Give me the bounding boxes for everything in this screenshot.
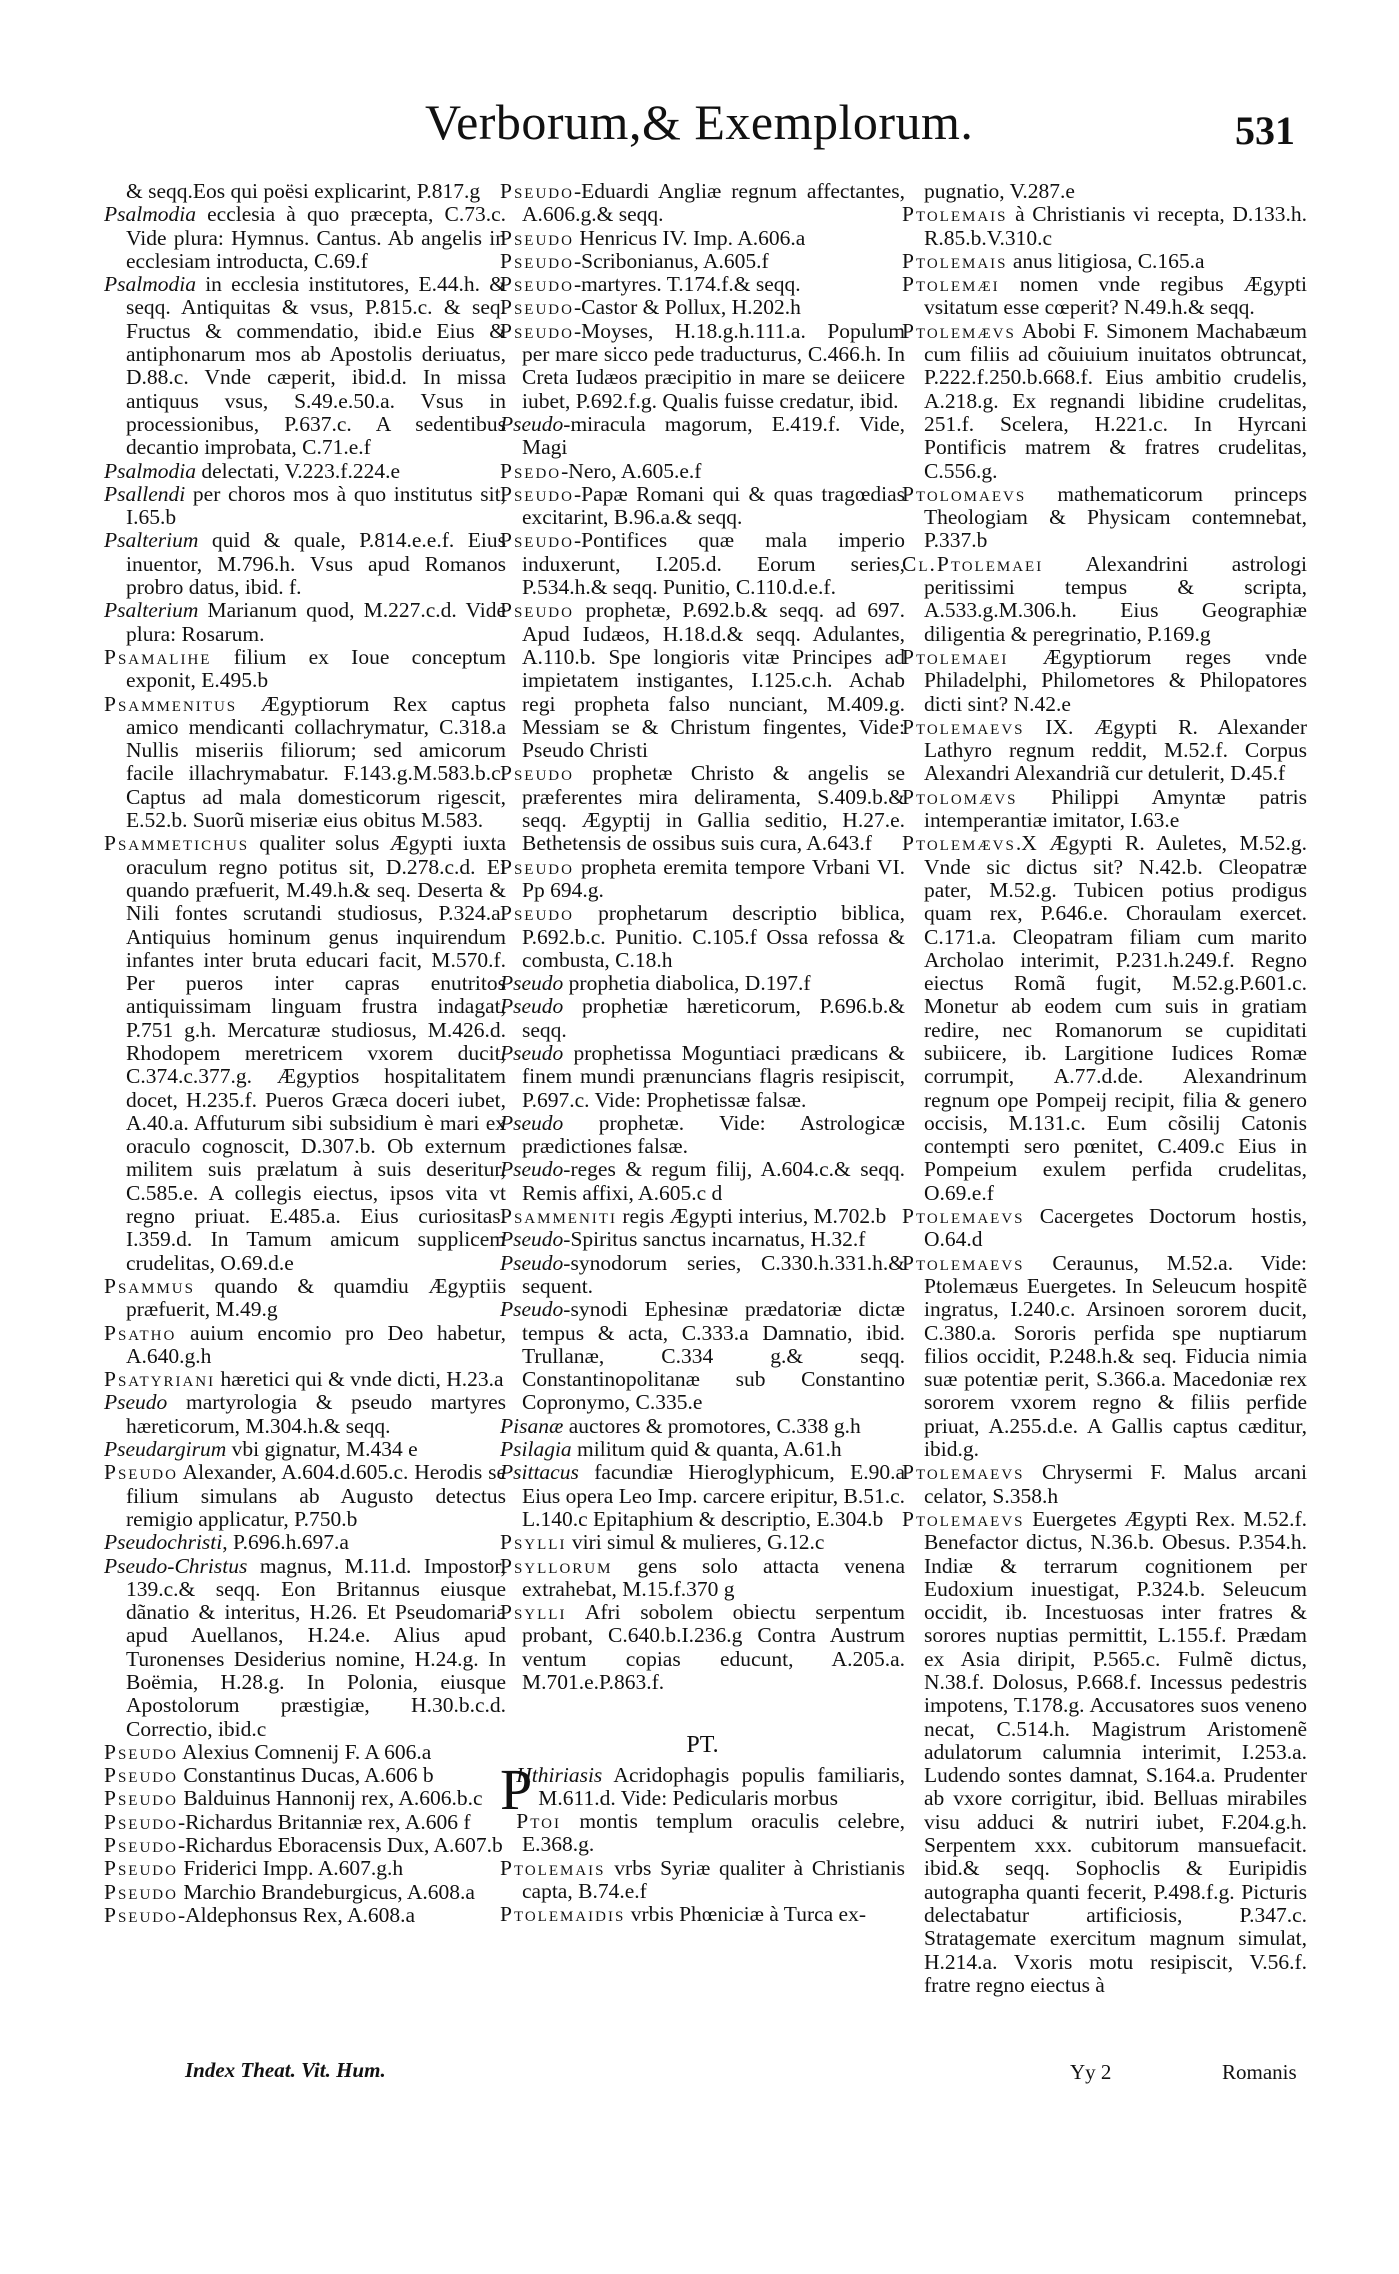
entry-headword: Psyllorum <box>500 1553 613 1578</box>
entry-headword: Ptolemais <box>500 1855 606 1880</box>
entry-headword: Psedo <box>500 458 562 483</box>
index-entry <box>902 646 1307 716</box>
entry-text: qualiter solus Ægypti iuxta oraculum regno potitus sit, D.278.c.d. Ei quando præfuerit, M.49.h.& seq. Deserta & Nili fontes scrutandi studiosus, P.324.a. Antiquius hominum genus inquirendum infantes inter bruta educari facit, M.570.f. Per pueros inter capras enutritos antiquissimam linguam frustra indagat, P.751 g.h. Mercaturæ studiosus, M.426.d. Rhodopem meretricem vxorem ducit, C.374.c.377.g. Ægyptios hospitalitatem docet, H.235.f. Pueros Græca doceri iubet, A.40.a. Affuturum sibi subsidium è mari ex oraculo cognoscit, D.307.b. Ob externum militem suis prælatum à suis deseritur, C.585.e. A collegis eiectus, ipsos vita vt regno priuat. E.485.a. Eius curiositas. I.359.d. In Tamum amicum supplicem crudelitas, O.69.d.e <box>126 831 506 1275</box>
drop-cap: P <box>500 1756 533 1822</box>
index-entry <box>104 1811 506 1834</box>
entry-headword: Pseudochristi <box>104 1530 223 1555</box>
index-entry <box>500 762 905 855</box>
index-entry <box>902 832 1307 1205</box>
entry-headword: Ptolemævs <box>902 318 1016 343</box>
entry-text: Constantinus Ducas, A.606 b <box>177 1763 434 1788</box>
entry-text: filium ex Ioue conceptum exponit, E.495.b <box>126 644 506 693</box>
index-entry <box>500 460 905 483</box>
index-entry <box>500 1903 905 1926</box>
entry-headword: Pseudo <box>104 1390 168 1415</box>
index-entry <box>104 1881 506 1904</box>
entry-text: -Castor & Pollux, H.202.h <box>573 295 801 320</box>
index-entry <box>104 646 506 693</box>
index-entry <box>104 832 506 1275</box>
entry-headword: Pseudo <box>104 1833 178 1858</box>
index-entry <box>104 1787 506 1810</box>
index-entry <box>500 227 905 250</box>
entry-text: regis Ægypti interius, M.702.b <box>616 1204 887 1229</box>
index-entry <box>902 553 1307 646</box>
entry-headword: Pseudo <box>500 481 574 506</box>
entry-headword: Psylli <box>500 1530 567 1555</box>
entry-text: Henricus IV. Imp. A.606.a <box>573 225 806 250</box>
entry-text: quando & quamdiu Ægyptiis præfuerit, M.49.g <box>126 1273 506 1322</box>
index-entry <box>902 1461 1307 1508</box>
index-entry <box>500 1461 905 1531</box>
entry-headword: Ptolemaevs <box>902 1460 1025 1485</box>
entry-headword: Pseudo <box>500 971 564 996</box>
entry-headword: Pseudo <box>500 179 574 203</box>
index-column-left <box>104 180 506 1927</box>
index-entry <box>500 1042 905 1112</box>
index-entry <box>500 1531 905 1554</box>
entry-text: vbi gignatur, M.434 e <box>226 1437 418 1462</box>
entry-headword: Pseudo <box>500 272 574 297</box>
index-entry <box>500 1112 905 1159</box>
entry-headword: Psalterium <box>104 598 199 623</box>
entry-text: vrbis Phœniciæ à Turca ex- <box>625 1902 867 1927</box>
index-entry <box>500 180 905 227</box>
entry-text: -Scribonianus, A.605.f <box>573 248 769 273</box>
signature-mark: Yy 2 <box>1070 2060 1112 2084</box>
entry-text: -reges & regum filij, A.604.c.& seqq. Remis affixi, A.605.c d <box>522 1157 905 1205</box>
index-entry <box>500 413 905 460</box>
entry-text: Marchio Brandeburgicus, A.608.a <box>177 1879 475 1904</box>
entry-text: Balduinus Hannonij rex, A.606.b.c <box>177 1786 483 1811</box>
index-entry <box>104 203 506 273</box>
entry-text: per choros mos à quo institutus sit, I.65.b <box>126 481 506 530</box>
entry-headword: Pseudo <box>500 318 574 343</box>
entry-text: quid & quale, P.814.e.e.f. Eius inuentor, M.796.h. Vsus apud Romanos probro datus, ibid. f. <box>126 528 506 600</box>
signature-note: Index Theat. Vit. Hum. <box>185 2058 386 2082</box>
entry-headword: Ptolemais <box>902 248 1008 273</box>
entry-text: propheta eremita tempore Vrbani VI. Pp 694.g. <box>522 854 905 902</box>
entry-headword: Ptolemaidis <box>500 1902 626 1927</box>
entry-text: Alexander, A.604.d.605.c. Herodis se filium simulans ab Augusto detectus remigio applicatur, P.750.b <box>126 1460 506 1531</box>
entry-headword: Pseudo <box>500 411 564 436</box>
index-entry <box>902 1205 1307 1252</box>
entry-headword: Pseudo <box>500 1040 564 1065</box>
entry-text: delectati, V.223.f.224.e <box>195 458 400 483</box>
entry-headword: Pseudo <box>104 1879 178 1904</box>
entry-text: -Papæ Romani qui & quas tragœdias excitarint, B.96.a.& seqq. <box>522 481 905 530</box>
entry-headword: Psalmodia <box>104 202 196 227</box>
index-entry <box>902 203 1307 250</box>
index-entry <box>500 529 905 599</box>
index-entry <box>104 599 506 646</box>
index-entry <box>902 1252 1307 1462</box>
index-entry <box>104 1461 506 1531</box>
entry-text: prophetarum descriptio biblica, P.692.b.c. Punitio. C.105.f Ossa refossa & combusta, C.18.h <box>522 901 905 972</box>
index-entry <box>500 1298 905 1414</box>
entry-text: -Aldephonsus Rex, A.608.a <box>177 1902 416 1927</box>
entry-headword: Ptolemaevs <box>902 714 1025 739</box>
index-entry <box>902 250 1307 273</box>
index-entry <box>902 483 1307 553</box>
entry-text: -Spiritus sanctus incarnatus, H.32.f <box>563 1227 866 1252</box>
index-entry <box>500 856 905 903</box>
index-entry <box>104 529 506 599</box>
index-entry <box>500 1601 905 1694</box>
entry-headword: Ptolomævs <box>902 784 1018 809</box>
entry-headword: Pseudo <box>104 1739 178 1764</box>
entry-headword: Psalmodia <box>104 458 196 483</box>
entry-text: prophetæ Christo & angelis se præferentes mira deliramenta, S.409.b.& seqq. Ægyptij in Gallia seditio, H.27.e. Bethetensis de ossibus suis cura, A.643.f <box>522 761 905 856</box>
index-entry <box>500 1438 905 1461</box>
entry-headword: Psammetichus <box>104 831 250 856</box>
index-entry <box>500 483 905 530</box>
index-entry <box>104 1834 506 1857</box>
entry-text: Marianum quod, M.227.c.d. Vide plura: Rosarum. <box>126 598 506 646</box>
entry-headword: Psammenitus <box>104 691 238 716</box>
entry-text: à Christianis vi recepta, D.133.h. R.85.b.V.310.c <box>924 202 1307 250</box>
entry-headword: Pseudo <box>500 598 574 623</box>
entry-text: auctores & promotores, C.338 g.h <box>563 1413 861 1438</box>
page-header <box>0 92 1399 172</box>
running-title: Verborum,& Exemplorum. <box>425 94 974 150</box>
entry-text: Ægyptiorum Rex captus amico mendicanti collachrymatur, C.318.a Nullis miseriis filiorum; sed amicorum facile illachrymabatur. F.143.g.M.583.b.c. Captus ad mala domesticorum rigescit, E.52.b. Suorũ miseriæ eius obitus M.583. <box>126 691 506 833</box>
entry-text: -synodorum series, C.330.h.331.h.& sequent. <box>522 1250 905 1298</box>
entry-headword: Pseudo <box>500 528 574 553</box>
index-entry <box>902 1508 1307 1997</box>
entry-headword: Pseudo <box>500 761 574 786</box>
index-entry <box>104 1368 506 1391</box>
entry-headword: Psilagia <box>500 1437 572 1462</box>
entry-headword: Psatho <box>104 1320 177 1345</box>
entry-headword: Pseudo <box>500 248 574 273</box>
entry-text: Alexius Comnenij F. A 606.a <box>177 1739 432 1764</box>
index-entry <box>902 273 1307 320</box>
entry-headword: Cl.Ptolemaei <box>902 551 1044 576</box>
entry-text: montis templum oraculis celebre, E.368.g. <box>522 1809 905 1857</box>
index-entry <box>500 250 905 273</box>
entry-text: prophetiæ hæreticorum, P.696.b.& seqq. <box>522 994 905 1042</box>
entry-headword: Ptolemais <box>902 202 1008 227</box>
entry-text: Cacergetes Doctorum hostis, O.64.d <box>924 1204 1307 1252</box>
index-entry <box>104 693 506 833</box>
entry-headword: Pseudo <box>500 994 564 1019</box>
entry-text: Philippi Amyntæ patris intemperantiæ imitator, I.63.e <box>924 784 1307 833</box>
entry-text: Friderici Impp. A.607.g.h <box>177 1856 404 1881</box>
index-entry <box>902 320 1307 483</box>
entry-text: -martyres. T.174.f.& seqq. <box>573 272 801 297</box>
index-entry <box>500 599 905 762</box>
page-number: 531 <box>1235 108 1295 153</box>
index-column-middle <box>500 180 905 1927</box>
entry-headword: Ptolemaevs <box>902 1250 1025 1275</box>
entry-headword: Pseudo <box>104 1902 178 1927</box>
entry-text: -Richardus Eboracensis Dux, A.607.b <box>177 1833 503 1858</box>
entry-headword: Pseudo <box>500 1297 564 1322</box>
entry-headword: Pseudo <box>500 854 574 879</box>
index-entry <box>500 1857 905 1904</box>
entry-headword: Psylli <box>500 1600 567 1625</box>
entry-headword: Pseudo <box>500 295 574 320</box>
entry-text: prophetæ, P.692.b.& seqq. ad 697. Apud Iudæos, H.18.d.& seqq. Adulantes, A.110.b. Spe longioris vitæ Principes ad impietatem instigantes, I.125.c.h. Achab regi propheta falso nunciant, M.409.g. Messiam se & Christum fingentes, Vide: Pseudo Christi <box>522 598 905 763</box>
entry-text: Afri sobolem obiectu serpentum probant, C.640.b.I.236.g Contra Austrum ventum copias educunt, A.205.a. M.701.e.P.863.f. <box>522 1600 905 1694</box>
entry-text: gens solo attacta venena extrahebat, M.15.f.370 g <box>522 1553 905 1601</box>
entry-text: .X Ægypti R. Auletes, M.52.g. Vnde sic dictus sit? N.42.b. Cleopatræ pater, M.52.g. Tubicen potius prodigus quam rex, P.646.e. Choraulam exercet. C.171.a. Cleopatram filiam cum marito Archolao interimit, P.231.h.249.f. Regno eiectus Romã fugit, M.52.g.P.601.c. Monetur ab eodem cum suis in gratiam redire, nec Romanorum se cupiditati subiicere, ib. Largitione Iudices Romæ corrumpit, A.77.d.de. Alexandrinum regnum ope Pompeij recipit, filia & genero occisis, M.131.c. Eum cõsilij Catonis contempti sero pœnitet, C.409.c Eius in Pompeium exulem perfida crudelitas, O.69.e.f <box>924 831 1307 1205</box>
entry-text: Chrysermi F. Malus arcani celator, S.358.h <box>924 1460 1307 1508</box>
entry-text: -Nero, A.605.e.f <box>561 458 702 483</box>
entry-text: auium encomio pro Deo habetur, A.640.g.h <box>126 1320 506 1368</box>
entry-headword: Pseudo <box>500 1157 564 1182</box>
entry-text: IX. Ægypti R. Alexander Lathyro regnum reddit, M.52.f. Corpus Alexandri Alexandriã cur detulerit, D.45.f <box>924 714 1307 786</box>
entry-headword: Pseudo <box>500 1110 564 1135</box>
index-entry <box>500 1158 905 1205</box>
entry-headword: Psammus <box>104 1273 195 1298</box>
index-entry <box>104 460 506 483</box>
index-entry <box>902 716 1307 786</box>
index-entry <box>104 180 506 203</box>
index-entry <box>500 1205 905 1228</box>
entry-text: prophetæ. Vide: Astrologicæ prædictiones falsæ. <box>522 1110 905 1159</box>
entry-headword: Psatyriani <box>104 1367 216 1392</box>
index-entry <box>104 1531 506 1554</box>
index-entry <box>500 296 905 319</box>
entry-text: viri simul & mulieres, G.12.c <box>566 1530 825 1555</box>
entry-text: Alexandrini astrologi peritissimi tempus & scripta, A.533.g.M.306.h. Eius Geographiæ diligentia & peregrinatio, P.169.g <box>924 551 1307 646</box>
index-entry <box>500 995 905 1042</box>
entry-headword: Psalterium <box>104 528 199 553</box>
entry-text: martyrologia & pseudo martyres hæreticorum, M.304.h.& seqq. <box>126 1390 506 1438</box>
entry-headword: Ptolemævs <box>902 831 1016 856</box>
entry-headword: Ptolomaevs <box>902 481 1027 506</box>
index-entry <box>500 273 905 296</box>
entry-headword: Ptolemaevs <box>902 1204 1025 1229</box>
entry-text: -Eduardi Angliæ regnum affectantes, A.606.g.& seqq. <box>522 179 905 227</box>
entry-text: prophetissa Moguntiaci prædicans & finem mundi prænuncians flagris resipiscit, P.697.c. Vide: Prophetissæ falsæ. <box>522 1040 905 1112</box>
entry-text: & seqq.Eos qui poësi explicarint, P.817.g <box>126 179 481 203</box>
entry-text: -Richardus Britanniæ rex, A.606 f <box>177 1809 471 1834</box>
entry-text: ecclesia à quo præcepta, C.73.c. Vide plura: Hymnus. Cantus. Ab angelis in ecclesiam introducta, C.69.f <box>126 202 506 273</box>
entry-text: Ceraunus, M.52.a. Vide: Ptolemæus Euergetes. In Seleucum hospitẽ ingratus, I.240.c. Arsinoen sororem ducit, C.380.a. Sororis perfida spe nuptiarum filios occidit, P.248.h.& seq. Fiducia nimia suæ potentiæ perit, S.366.a. Macedoniæ rex sororem vxorem regno & filiis perfide priuat, A.255.d.e. A Gallis captus cæditur, ibid.g. <box>924 1250 1307 1462</box>
index-entry <box>104 1275 506 1322</box>
index-entry <box>500 902 905 972</box>
entry-text: anus litigiosa, C.165.a <box>1007 248 1205 273</box>
entry-text: -miracula magorum, E.419.f. Vide, Magi <box>522 411 905 460</box>
entry-headword: Psallendi <box>104 481 186 506</box>
entry-text: Acridophagis populis familiaris, M.611.d. Vide: Pedicularis morbus <box>538 1762 905 1810</box>
index-column-right <box>902 180 1307 1997</box>
index-entry <box>902 180 1307 203</box>
index-entry <box>500 1228 905 1251</box>
entry-text: vrbs Syriæ qualiter à Christianis capta, B.74.e.f <box>522 1855 905 1904</box>
index-entry <box>500 1415 905 1438</box>
entry-text: hæretici qui & vnde dicti, H.23.a <box>215 1367 504 1392</box>
entry-headword: Psalmodia <box>104 272 196 297</box>
entry-headword: Pseudo <box>500 1250 564 1275</box>
index-entry <box>500 1252 905 1299</box>
index-entry <box>902 786 1307 833</box>
entry-headword: Pseudo <box>104 1786 178 1811</box>
entry-text: -synodi Ephesinæ prædatoriæ dictæ tempus & acta, C.333.a Damnatio, ibid. Trullanæ, C.334 g.& seqq. Constantinopolitanæ sub Constantino Copronymo, C.335.e <box>522 1297 905 1415</box>
entry-headword: Pseudargirum <box>104 1437 227 1462</box>
index-entry <box>500 1764 905 1811</box>
entry-text: in ecclesia institutores, E.44.h. & seqq. Antiquitas & vsus, P.815.c. & seq. Fructus & commendatio, ibid.e Eius & antiphonarum mos ab Apostolis deriuatus, D.88.c. Vnde cæperit, ibid.d. In missa antiquus vsus, S.49.e.50.a. Vsus in processionibus, P.637.c. A sedentibus decantio improbata, C.71.e.f <box>126 272 506 460</box>
entry-text: facundiæ Hieroglyphicum, E.90.a Eius opera Leo Imp. carcere eripitur, B.51.c. L.140.c Epitaphium & descriptio, E.304.b <box>522 1460 905 1531</box>
entry-text: militum quid & quanta, A.61.h <box>571 1437 842 1462</box>
index-entry <box>104 1438 506 1461</box>
entry-headword: Pseudo-Christus <box>104 1553 248 1578</box>
entry-headword: Psammeniti <box>500 1204 617 1229</box>
entry-headword: Ptolemaevs <box>902 1506 1025 1531</box>
entry-text: Ægyptiorum reges vnde Philadelphi, Philometores & Philopatores dicti sint? N.42.e <box>924 644 1307 716</box>
entry-text: , P.696.h.697.a <box>222 1530 349 1555</box>
index-entry <box>500 320 905 413</box>
index-entry <box>104 273 506 459</box>
entry-headword: Psittacus <box>500 1460 579 1485</box>
entry-text: Abobi F. Simonem Machabæum cum filiis ad cõuiuium inuitatos obtruncat, P.222.f.250.b.668.f. Eius ambitio crudelis, A.218.g. Ex regnandi libidine crudelitas, 251.f. Scelera, H.221.c. In Hyrcani Pontificis matrem & fratres crudelitas, C.556.g. <box>924 318 1307 483</box>
entry-headword: Pseudo <box>500 901 574 926</box>
index-entry <box>104 1904 506 1927</box>
entry-headword: Pseudo <box>104 1460 178 1485</box>
entry-headword: Ptoi <box>516 1809 561 1834</box>
entry-text: -Pontifices quæ mala imperio induxerunt, I.205.d. Eorum series, P.534.h.& seqq. Punitio, C.110.d.e.f. <box>522 528 905 600</box>
index-entry <box>500 972 905 995</box>
entry-headword: Pseudo <box>104 1763 178 1788</box>
index-entry <box>104 1741 506 1764</box>
index-entry <box>500 1810 905 1857</box>
entry-text: Euergetes Ægypti Rex. M.52.f. Benefactor dictus, N.36.b. Obesus. P.354.h. Indiæ & terrarum cognitionem per Eudoxium inuestigat, P.324.b. Seleucum occidit, ib. Incestuosas inter fratres & sorores nuptias permittit, L.155.f. Prædam ex Asia diripit, P.565.c. Fulmẽ dictus, N.38.f. Dolosus, P.668.f. Incessus pedestris impotens, T.178.g. Accusatores suos veneno necat, C.514.h. Magistrum Aristomenẽ adulatorum calumnia interimit, I.253.a. Ludendo sontes damnat, S.164.a. Prudenter ab vxore corrigitur, ibid. Belluas mirabiles visu adduci & nutriri iubet, F.204.g.h. Serpentem xxx. cubitorum mansuefacit. ibid.& seqq. Sophoclis & Euripidis autographa quanti fecerit, P.498.f.g. Picturis delectabatur artificiosis, P.347.c. Stratagemate exercitum magnum simulat, H.214.a. Vxoris motu resipiscit, V.56.f. fratre regno eiectus à <box>924 1506 1307 1997</box>
index-entry <box>104 1857 506 1880</box>
section-heading: PT. <box>686 1732 719 1759</box>
entry-headword: Hthiriasis <box>516 1762 603 1787</box>
catchword: Romanis <box>1222 2060 1297 2084</box>
entry-text: magnus, M.11.d. Impostor, 139.c.& seqq. Eon Britannus eiusque dãnatio & interitus, H.26. Et Pseudomaria apud Auellanos, H.24.e. Alius apud Turonenses Desiderius nomine, H.24.g. In Boëmia, H.28.g. In Polonia, eiusque Apostolorum præstigiæ, H.30.b.c.d. Correctio, ibid.c <box>126 1553 506 1741</box>
entry-headword: Pseudo <box>500 1227 564 1252</box>
index-entry <box>104 1322 506 1369</box>
entry-headword: Pisanæ <box>500 1413 564 1438</box>
entry-text: prophetia diabolica, D.197.f <box>563 971 811 996</box>
index-entry <box>104 1555 506 1741</box>
entry-text: pugnatio, V.287.e <box>924 179 1075 203</box>
index-entry <box>104 1391 506 1438</box>
entry-text: nomen vnde regibus Ægypti vsitatum esse cœperit? N.49.h.& seqq. <box>924 272 1307 320</box>
entry-text: mathematicorum princeps Theologiam & Physicam contemnebat, P.337.b <box>924 481 1307 553</box>
entry-headword: Ptolemaei <box>902 644 1009 669</box>
entry-headword: Pseudo <box>104 1856 178 1881</box>
entry-headword: Ptolemæi <box>902 272 1000 297</box>
index-entry <box>500 1555 905 1602</box>
entry-text: -Moyses, H.18.g.h.111.a. Populum per mare sicco pede traducturus, C.466.h. In Creta Iudæos præcipitio in mare se deiicere iubet, P.692.f.g. Qualis fuisse credatur, ibid. <box>522 318 905 413</box>
entry-headword: Pseudo <box>104 1809 178 1834</box>
index-entry <box>104 1764 506 1787</box>
entry-headword: Psamalihe <box>104 644 212 669</box>
entry-headword: Pseudo <box>500 225 574 250</box>
index-entry <box>104 483 506 530</box>
